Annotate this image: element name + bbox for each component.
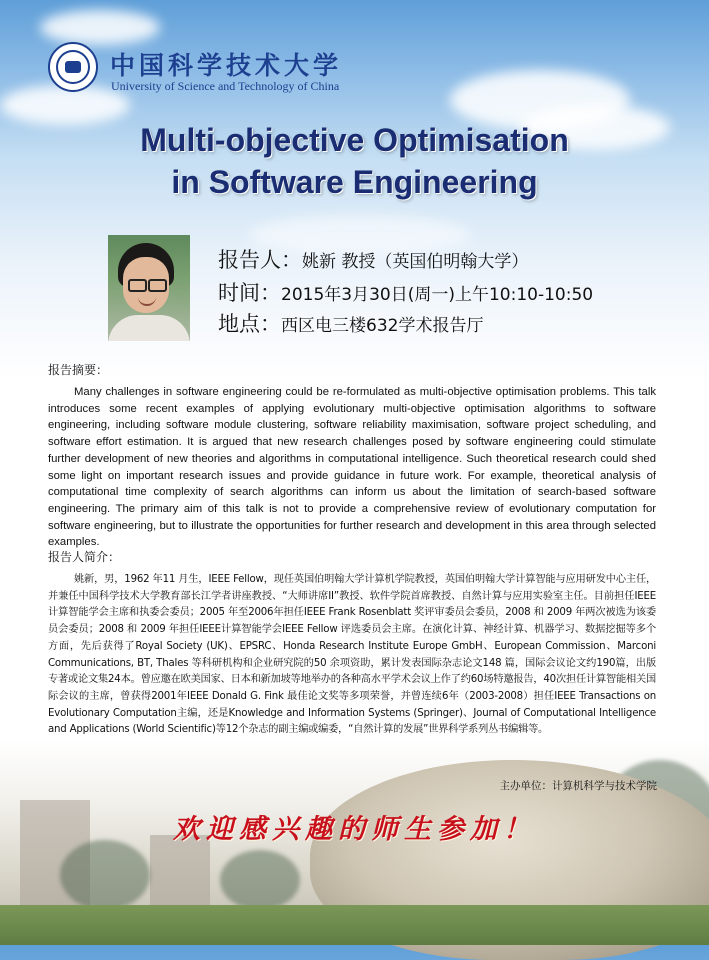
- host-organizer: 主办单位：计算机科学与技术学院: [499, 780, 657, 792]
- welcome-slogan: 欢迎感兴趣的师生参加！: [173, 814, 536, 845]
- place-value: 西区电三楼632学术报告厅: [281, 316, 484, 336]
- talk-title-line-2: in Software Engineering: [171, 164, 538, 200]
- university-header: [48, 38, 348, 98]
- time-row: [218, 277, 593, 307]
- speaker-photo: [108, 235, 190, 341]
- speaker-row: [218, 244, 528, 274]
- background-tree: [60, 840, 150, 910]
- bio-heading: 报告人简介：: [48, 550, 121, 564]
- speaker-value: 姚新 教授（英国伯明翰大学）: [302, 252, 529, 272]
- speaker-label: 报告人：: [218, 248, 302, 272]
- talk-title-line-1: Multi-objective Optimisation: [140, 122, 569, 158]
- abstract-text: Many challenges in software engineering could be re-formulated as multi-objective optimisation problems. This talk introduces some recent examples of applying evolutionary multi-objective optimisation algorithms to software engineering, including software module clustering, software reliability maximisation, software project scheduling, and software effort estimation. It is argued that new research challenges posed by software engineering could stimulate further development of new theories and algorithms in computational intelligence. Such theoretical research could shed some light on important research issues and provide guidance in future work. For example, theoretical analysis of computational time complexity of search algorithms can inform us about the limitation of search-based software engineering. The primary aim of this talk is not to provide a comprehensive review of evolutionary computation for software engineering, but to illustrate the opportunities for further research and development in this area through selected examples.: [48, 386, 656, 549]
- time-value: 2015年3月30日(周一)上午10:10-10:50: [281, 285, 594, 305]
- place-label: 地点：: [218, 312, 281, 336]
- grass-lawn: [0, 905, 709, 945]
- university-seal-icon: [48, 42, 98, 92]
- background-building: [150, 835, 210, 910]
- bio-text: 姚新，男，1962 年11 月生，IEEE Fellow，现任英国伯明翰大学计算机学院教授，英国伯明翰大学计算智能与应用研发中心主任，并兼任中国科学技术大学教育部长江学者讲座教授、“大师讲席II”教授、软件学院首席教授、自然计算与应用实验室主任。目前担任IEEE 计算智能学会主席和执委会委员；2005 年至2006年担任IEEE Frank Rosenblatt 奖评审委员会委员，2008 和 2009 年两次被选为该委员会委员；2008 和 2009 年担任IEEE计算智能学会IEEE Fellow 评选委员会主席。在演化计算、神经计算、机器学习、数据挖掘等多个方面，先后获得了Royal Society (UK)、EPSRC、Honda Research Institute Europe GmbH、European Commission、Marconi Communications, BT, Thales 等科研机构和企业研究院的50 余项资助，累计发表国际杂志论文148 篇，国际会议论文约190篇，出版专著或论文集24本。曾应邀在欧美国家、日本和新加坡等地举办的各种高水平学术会议上作了约60场特邀报告，40次担任计算智能相关国际会议的主席，曾获得2001年IEEE Donald G. Fink 最佳论文奖等多项荣誉，并曾连续6年（2003-2008）担任IEEE Transactions on Evolutionary Computation主编，还是Knowledge and Information Systems (Springer)、Journal of Computational Intelligence and Applications (World Scientific)等12个杂志的副主编或编委，“自然计算的发展”世界科学系列丛书编辑等。: [48, 574, 656, 736]
- abstract-heading: 报告摘要：: [48, 363, 109, 377]
- place-row: [218, 308, 483, 338]
- background-tree: [220, 850, 300, 910]
- university-name-en: University of Science and Technology of China: [111, 79, 340, 93]
- university-name-cn: 中国科学技术大学: [110, 51, 343, 80]
- time-label: 时间：: [218, 281, 281, 305]
